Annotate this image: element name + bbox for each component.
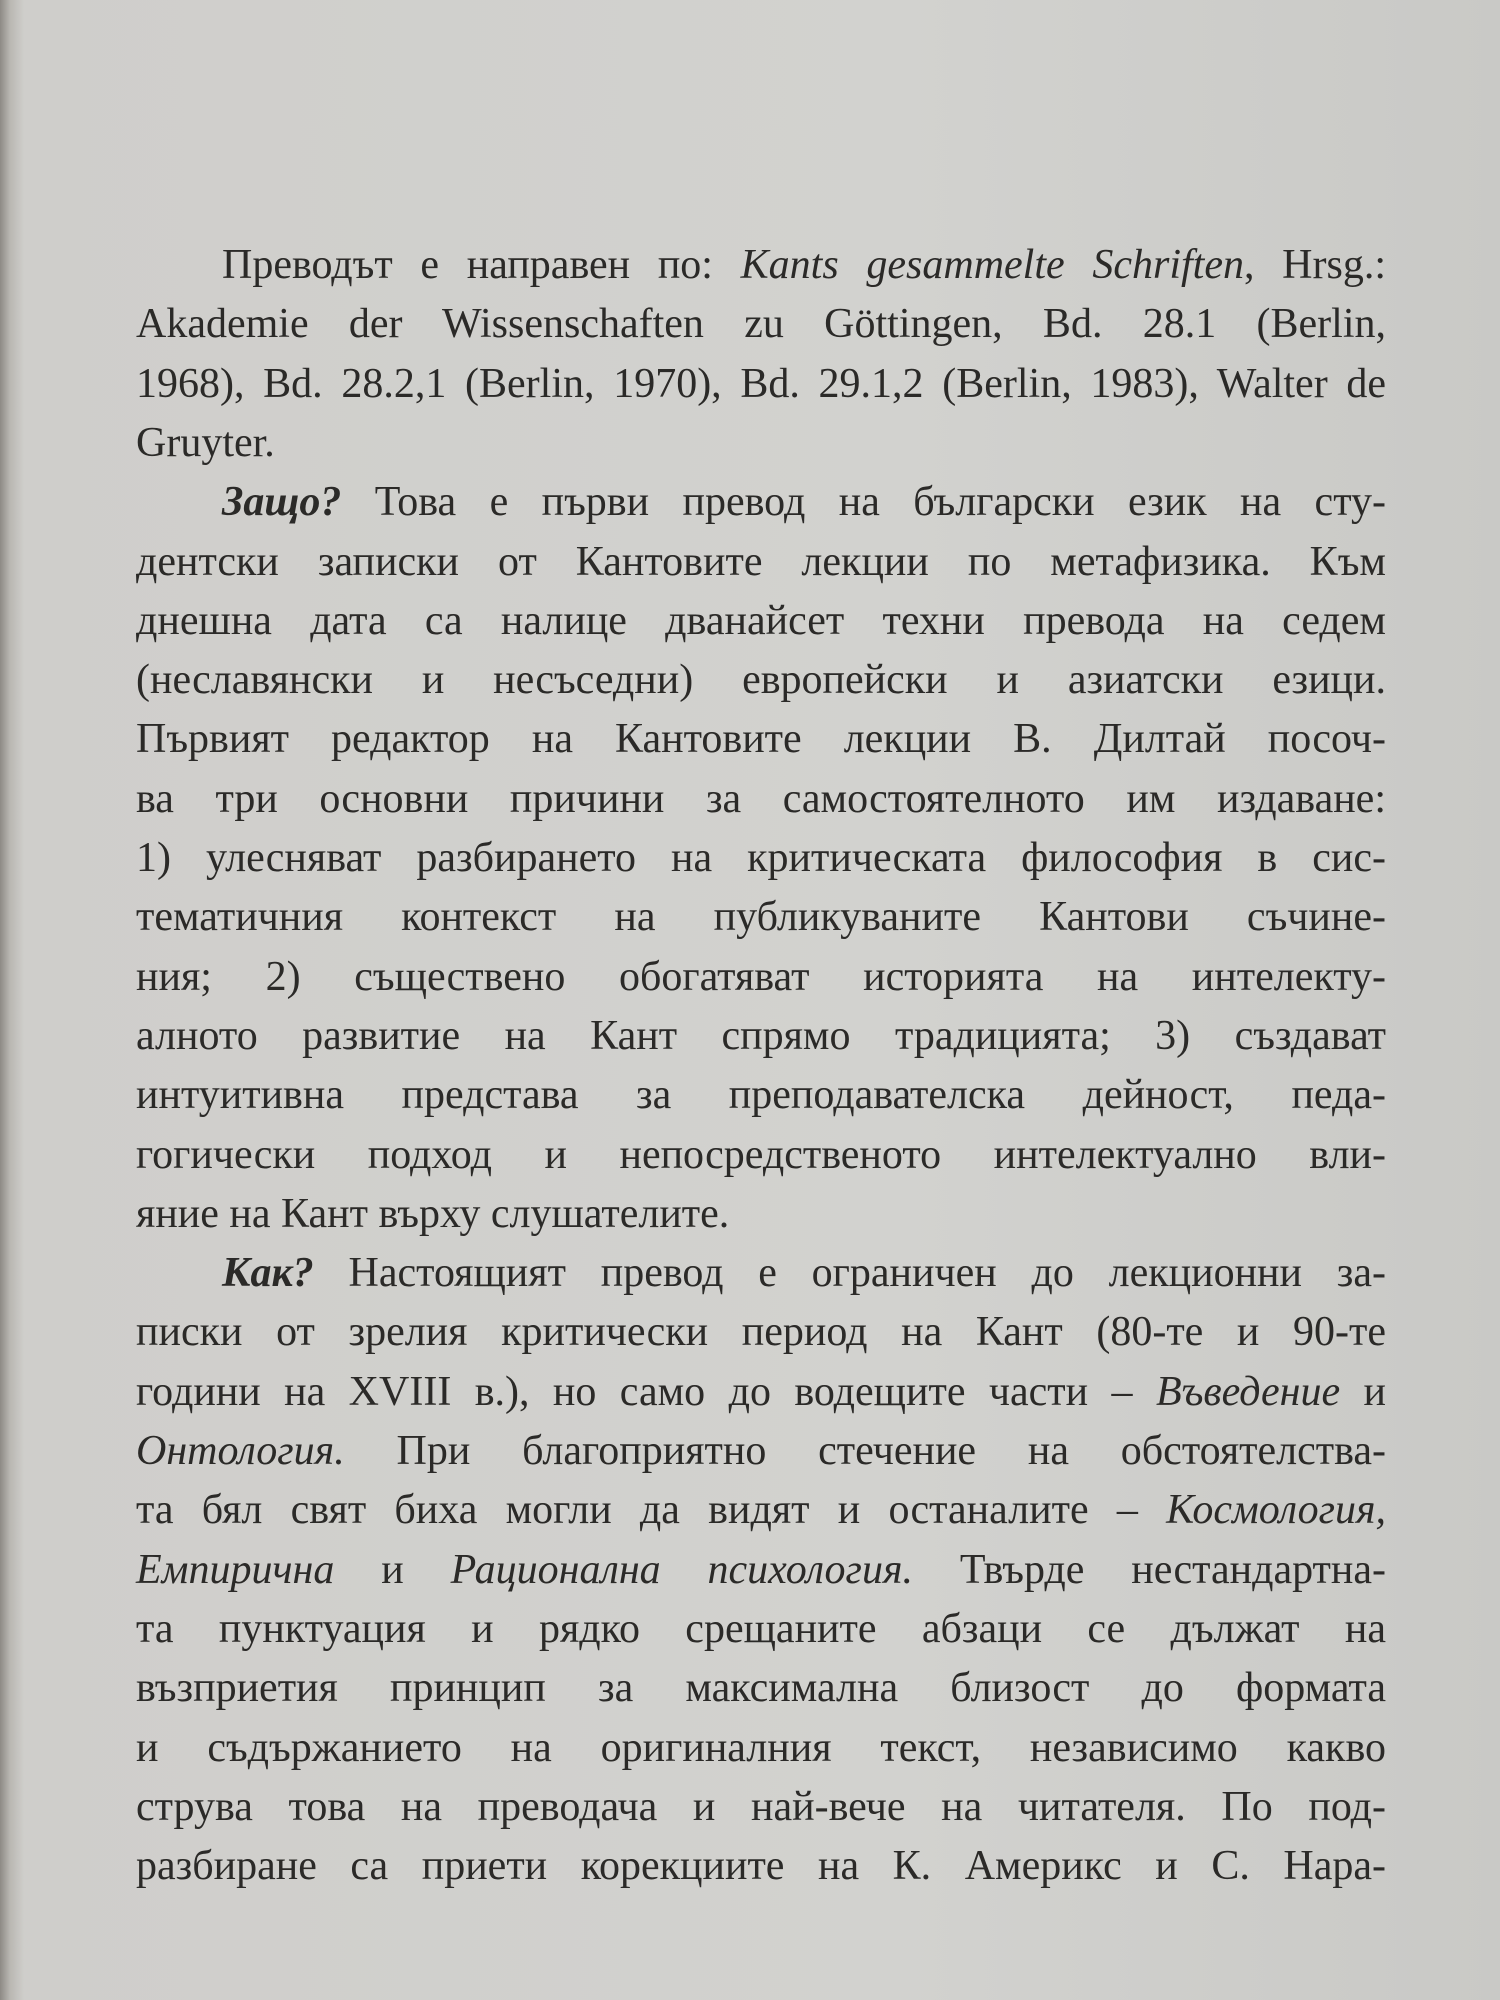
text-line (136, 1723, 1386, 1773)
italic-text: Емпирична (136, 1546, 335, 1593)
text-segment: Това е първи превод на български език на сту- (341, 479, 1386, 526)
text-segment: гогически подход и непосредственото интелектуално вли- (136, 1131, 1386, 1178)
text-segment: струва това на преводача и най-вече на читателя. По под- (136, 1783, 1386, 1830)
text-segment: Настоящият превод е ограничен до лекционни за- (313, 1250, 1386, 1297)
text-line (136, 774, 1386, 824)
text-line (136, 1130, 1386, 1180)
text-segment: ния; 2) съществено обогатяват историята на интелекту- (136, 953, 1386, 1000)
paragraph-lead-word: Как? (222, 1250, 314, 1297)
text-line (136, 714, 1386, 764)
text-segment: , Hrsg.: (1243, 242, 1387, 288)
text-segment: писки от зрелия критически период на Кант (80-те и 90-те (136, 1309, 1386, 1356)
text-segment: тематичния контекст на публикуваните Кантови съчине- (136, 894, 1386, 941)
text-segment: и (334, 1546, 451, 1593)
text-segment: и съдържанието на оригиналния текст, независимо какво (136, 1724, 1386, 1771)
paragraph-lead-word: Защо? (222, 479, 342, 526)
text-segment: 1) улесняват разбирането на критическата философия в сис- (136, 835, 1386, 881)
italic-text: Рационална психология. (450, 1546, 913, 1593)
text-line (136, 1545, 1386, 1595)
text-segment: та бял свят биха могли да видят и останалите – (136, 1487, 1167, 1534)
text-line (136, 477, 1386, 527)
text-line (136, 1011, 1386, 1061)
text-line (136, 1248, 1386, 1298)
text-line (136, 1189, 1386, 1239)
text-line (136, 833, 1386, 883)
text-segment: разбиране са приети корекциите на К. Америкс и С. Нара- (136, 1843, 1386, 1890)
text-line (136, 299, 1386, 349)
text-segment: алното развитие на Кант спрямо традицията; 3) създават (136, 1012, 1386, 1059)
text-segment: ва три основни причини за самостоятелното им издаване: (136, 775, 1386, 822)
text-line (136, 359, 1386, 409)
text-line (136, 1070, 1386, 1120)
text-segment: Gruyter. (136, 419, 275, 466)
text-segment: Твърде нестандартна- (912, 1546, 1387, 1593)
text-segment: интуитивна представа за преподавателска дейност, педа- (136, 1072, 1386, 1119)
text-line (136, 1782, 1386, 1832)
text-segment: и (1340, 1368, 1386, 1415)
text-line (136, 892, 1386, 942)
text-segment: яние на Кант върху слушателите. (136, 1190, 730, 1237)
text-segment: години на XVIII в.), но само до водещите части – (136, 1368, 1156, 1415)
text-segment: Преводът е направен по: (222, 242, 741, 288)
text-line (136, 1663, 1386, 1713)
text-segment: При благоприятно стечение на обстоятелства- (344, 1428, 1386, 1474)
italic-text: Въведение (1155, 1368, 1341, 1415)
text-line (136, 1841, 1386, 1891)
text-segment: Akademie der Wissenschaften zu Göttingen, Bd. 28.1 (Berlin, (136, 301, 1386, 348)
text-line (136, 1426, 1386, 1476)
text-segment: възприетия принцип за максимална близост до формата (136, 1665, 1386, 1712)
italic-text: Kants gesammelte Schriften (740, 242, 1244, 288)
text-line (136, 240, 1386, 290)
text-line (136, 1367, 1386, 1417)
text-line (136, 537, 1386, 587)
italic-text: Космология, (1166, 1487, 1386, 1534)
text-line (136, 596, 1386, 646)
text-segment: (неславянски и несъседни) европейски и азиатски езици. (136, 657, 1386, 704)
text-line (136, 418, 1386, 468)
text-line (136, 952, 1386, 1002)
italic-text: Онтология. (136, 1428, 345, 1474)
text-segment: 1968), Bd. 28.2,1 (Berlin, 1970), Bd. 29.1,2 (Berlin, 1983), Walter de (136, 360, 1386, 407)
text-segment: та пунктуация и рядко срещаните абзаци се дължат на (136, 1605, 1386, 1652)
text-segment: Първият редактор на Кантовите лекции В. Дилтай посоч- (136, 716, 1386, 763)
text-segment: днешна дата са налице дванайсет техни превода на седем (136, 597, 1386, 644)
text-line (136, 655, 1386, 705)
text-line (136, 1485, 1386, 1535)
text-line (136, 1307, 1386, 1357)
text-segment: дентски записки от Кантовите лекции по метафизика. Към (136, 538, 1386, 585)
text-line (136, 1604, 1386, 1654)
